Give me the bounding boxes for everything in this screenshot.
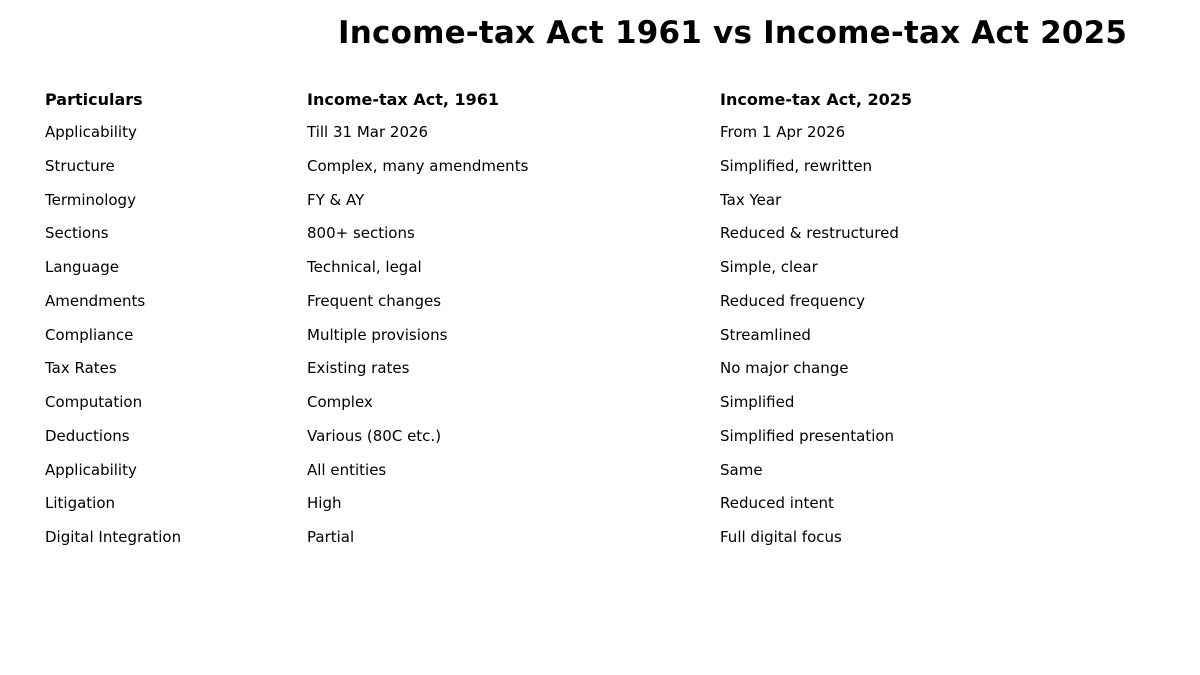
- table-row: [45, 152, 1145, 186]
- act-2025-cell: Reduced intent: [720, 494, 834, 513]
- particular-cell: Tax Rates: [45, 359, 117, 378]
- table-row: [45, 118, 1145, 152]
- act-1961-cell: Complex: [307, 393, 373, 411]
- table-row: [45, 287, 1145, 321]
- table-header-row: [45, 86, 1145, 114]
- act-2025-cell: Simple, clear: [720, 258, 818, 276]
- act-2025-cell: Simplified presentation: [720, 426, 895, 445]
- particular-cell: Litigation: [45, 494, 116, 513]
- particular-cell: Structure: [45, 156, 115, 175]
- act-1961-cell: 800+ sections: [307, 224, 415, 243]
- act-2025-cell: Tax Year: [720, 190, 782, 209]
- table-row: [45, 219, 1145, 253]
- particular-cell: Terminology: [45, 190, 136, 209]
- act-1961-cell: Various (80C etc.): [307, 426, 442, 445]
- act-1961-cell: All entities: [307, 460, 387, 479]
- table-row: [45, 456, 1145, 490]
- particular-cell: Applicability: [45, 123, 137, 141]
- comparison-table: [45, 86, 1145, 557]
- table-row: [45, 354, 1145, 388]
- act-1961-cell: Frequent changes: [307, 291, 442, 310]
- act-1961-cell: FY & AY: [307, 190, 365, 209]
- act-1961-cell: Existing rates: [307, 359, 410, 378]
- table-row: [45, 523, 1145, 557]
- particular-cell: Amendments: [45, 291, 146, 310]
- act-1961-cell: Complex, many amendments: [307, 156, 529, 175]
- page-title: Income-tax Act 1961 vs Income-tax Act 2025: [338, 15, 1128, 51]
- act-2025-cell: Same: [720, 460, 763, 479]
- particular-cell: Applicability: [45, 460, 137, 479]
- table-row: [45, 489, 1145, 523]
- act-2025-cell: Streamlined: [720, 325, 811, 344]
- act-2025-cell: From 1 Apr 2026: [720, 123, 846, 141]
- act-1961-cell: Till 31 Mar 2026: [307, 123, 429, 141]
- act-2025-cell: Reduced & restructured: [720, 224, 899, 243]
- table-row: [45, 186, 1145, 220]
- table-row: [45, 422, 1145, 456]
- header-particulars: Particulars: [45, 90, 143, 109]
- act-2025-cell: No major change: [720, 359, 849, 378]
- act-1961-cell: Technical, legal: [307, 258, 422, 276]
- particular-cell: Sections: [45, 224, 109, 243]
- table-row: [45, 253, 1145, 287]
- act-1961-cell: Partial: [307, 528, 355, 546]
- particular-cell: Computation: [45, 393, 143, 411]
- table-row: [45, 321, 1145, 355]
- particular-cell: Digital Integration: [45, 528, 182, 546]
- act-2025-cell: Simplified, rewritten: [720, 156, 873, 175]
- act-2025-cell: Reduced frequency: [720, 291, 866, 310]
- particular-cell: Language: [45, 258, 120, 276]
- header-act-1961: Income-tax Act, 1961: [307, 90, 500, 109]
- header-act-2025: Income-tax Act, 2025: [720, 90, 913, 109]
- act-2025-cell: Full digital focus: [720, 528, 842, 546]
- act-1961-cell: High: [307, 494, 342, 513]
- table-row: [45, 388, 1145, 422]
- act-1961-cell: Multiple provisions: [307, 325, 448, 344]
- table-body: [45, 118, 1145, 557]
- particular-cell: Deductions: [45, 426, 130, 445]
- particular-cell: Compliance: [45, 325, 134, 344]
- act-2025-cell: Simplified: [720, 393, 795, 411]
